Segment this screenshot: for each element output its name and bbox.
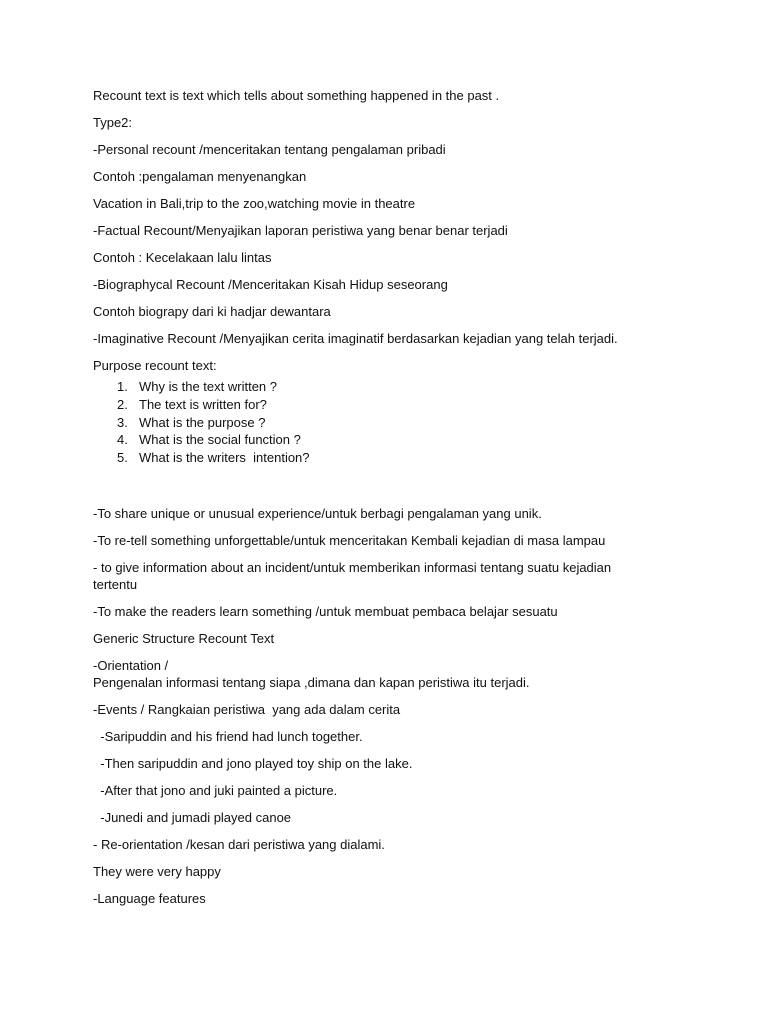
share-paragraph: -To share unique or unusual experience/untuk berbagi pengalaman yang unik. xyxy=(93,505,542,521)
list-item-text: The text is written for? xyxy=(139,396,267,412)
orientation-description: Pengenalan informasi tentang siapa ,dimana dan kapan peristiwa itu terjadi. xyxy=(93,674,530,690)
list-item xyxy=(93,378,653,396)
intro-paragraph: Recount text is text which tells about something happened in the past . xyxy=(93,88,500,103)
type-heading: Type2: xyxy=(93,115,133,130)
learn-paragraph: -To make the readers learn something /untuk membuat pembaca belajar sesuatu xyxy=(93,603,558,619)
reorientation-heading: - Re-orientation /kesan dari peristiwa yang dialami. xyxy=(93,836,385,852)
purpose-question-list xyxy=(93,378,653,467)
list-item-number: 2. xyxy=(117,396,128,412)
list-item-number: 3. xyxy=(117,414,128,430)
happy-paragraph: They were very happy xyxy=(93,863,221,879)
list-item xyxy=(93,396,653,414)
language-features-heading: -Language features xyxy=(93,890,206,906)
event-item-2: -Then saripuddin and jono played toy ship on the lake. xyxy=(93,755,413,771)
event-item-3: -After that jono and juki painted a picture. xyxy=(93,782,338,798)
event-item-4: -Junedi and jumadi played canoe xyxy=(93,809,292,825)
example-paragraph-1: Contoh :pengalaman menyenangkan xyxy=(93,169,307,184)
list-item xyxy=(93,449,653,467)
biographical-recount-paragraph: -Biographycal Recount /Menceritakan Kisah Hidup seseorang xyxy=(93,277,448,292)
personal-recount-paragraph: -Personal recount /menceritakan tentang pengalaman pribadi xyxy=(93,142,446,157)
list-item-text: What is the writers intention? xyxy=(139,450,310,466)
list-item-number: 5. xyxy=(117,450,128,466)
list-item xyxy=(93,431,653,449)
give-information-paragraph: - to give information about an incident/untuk memberikan informasi tentang suatu kejadian tertentu xyxy=(93,559,615,592)
document-page xyxy=(93,87,653,917)
list-item-text: Why is the text written ? xyxy=(139,379,277,394)
retell-paragraph: -To re-tell something unforgettable/untuk menceritakan Kembali kejadian di masa lampau xyxy=(93,532,606,548)
list-item xyxy=(93,414,653,432)
example-paragraph-2: Contoh : Kecelakaan lalu lintas xyxy=(93,250,272,265)
event-item-1: -Saripuddin and his friend had lunch together. xyxy=(93,728,363,744)
vacation-paragraph: Vacation in Bali,trip to the zoo,watching movie in theatre xyxy=(93,196,416,211)
example-paragraph-3: Contoh biograpy dari ki hadjar dewantara xyxy=(93,304,331,319)
purpose-heading: Purpose recount text: xyxy=(93,358,217,373)
list-item-text: What is the social function ? xyxy=(139,432,301,448)
imaginative-recount-paragraph: -Imaginative Recount /Menyajikan cerita imaginatif berdasarkan kejadian yang telah terjadi. xyxy=(93,331,618,346)
events-heading: -Events / Rangkaian peristiwa yang ada dalam cerita xyxy=(93,701,401,717)
list-item-text: What is the purpose ? xyxy=(139,414,266,430)
factual-recount-paragraph: -Factual Recount/Menyajikan laporan peristiwa yang benar benar terjadi xyxy=(93,223,508,238)
generic-structure-heading: Generic Structure Recount Text xyxy=(93,630,275,646)
list-item-number: 1. xyxy=(117,379,128,394)
orientation-heading: -Orientation / xyxy=(93,657,169,673)
list-item-number: 4. xyxy=(117,432,128,448)
